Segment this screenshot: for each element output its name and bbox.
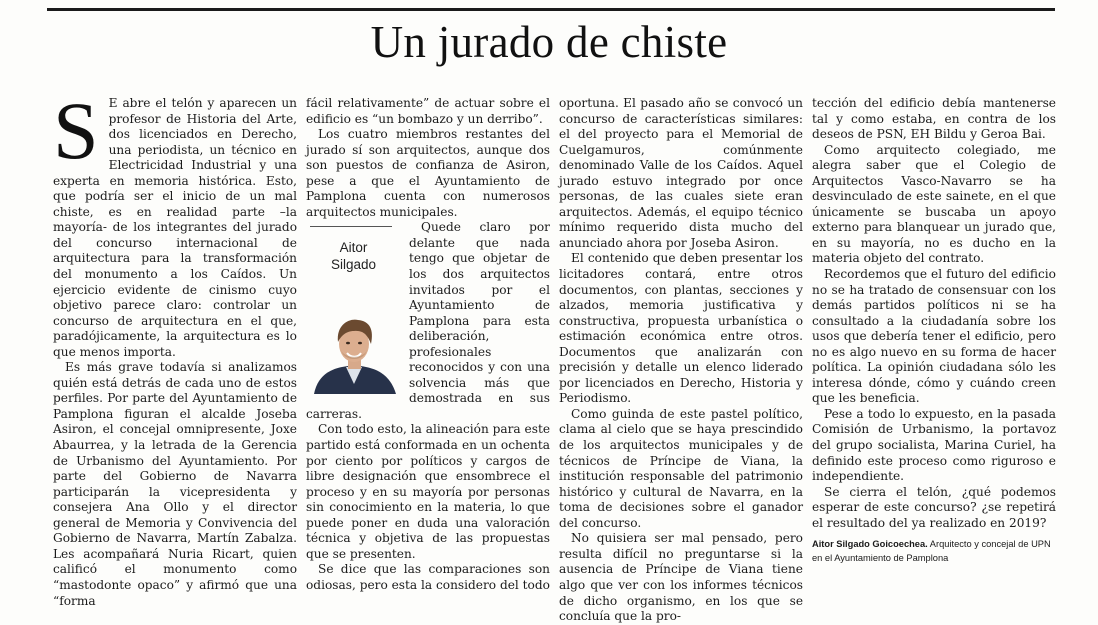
paragraph: Se dice que las comparaciones son odiosas, pero esta la considero del todo bbox=[306, 562, 550, 592]
byline-rule bbox=[310, 226, 392, 227]
headline: Un jurado de chiste bbox=[370, 17, 728, 67]
column-3 bbox=[559, 96, 803, 625]
paragraph: Como arquitecto colegiado, me alegra saber que el Colegio de Arquitectos Vasco-Navarro se ha desvinculado de este sainete, en el que únicamente se buscaba un apoyo externo para blanquear un jurado que, en su mayoría, no es ducho en la materia objeto del contrato. bbox=[812, 142, 1056, 266]
paragraph: El contenido que deben presentar los licitadores contará, entre otros documentos, con plantas, secciones y alzados, memoria justificativa y constructiva, propuesta urbanística o estimación económica entre otros. Documentos que analizarán con precisión y detalle un elenco liderado por licenciados en Derecho, Historia y Periodismo. bbox=[559, 251, 803, 406]
byline-last-name: Silgado bbox=[330, 257, 377, 273]
byline-first-name: Aitor bbox=[339, 240, 368, 256]
paragraph: Recordemos que el futuro del edificio no se ha tratado de consensuar con los demás partidos políticos ni se ha consultado a la ciudadanía sobre los usos que debería tener el edificio, pero no es algo nuevo en su forma de hacer política. La opinión ciudadana sólo les interesa dónde, cómo y cuándo creen que les beneficia. bbox=[812, 267, 1056, 406]
paragraph: Pese a todo lo expuesto, en la pasada Comisión de Urbanismo, la portavoz del grupo socialista, Marina Curiel, ha definido este proceso como riguroso e independiente. bbox=[812, 406, 1056, 484]
top-rule bbox=[47, 8, 1055, 11]
paragraph: Con todo esto, la alineación para este partido está conformada en un ochenta por ciento por políticos y cargos de libre designación que ensombrece el proceso y en su mayoría por personas sin conocimiento en la materia, lo que puede poner en duda una valoración técnica y objetiva de las propuestas que se presenten. bbox=[306, 422, 551, 561]
paragraph: fácil relativamente” de actuar sobre el edificio es “un bombazo y un derribo”. bbox=[306, 96, 550, 126]
byline-name bbox=[306, 239, 401, 273]
paragraph: Quede claro por delante que nada tengo que objetar de los dos arquitectos invitados por el Ayuntamiento de Pamplona para esta deliberación, profesionales reconocidos y con una solvencia más que demostrada en sus carreras. bbox=[306, 220, 550, 421]
paragraph: oportuna. El pasado año se convocó un concurso de características similares: el del proyecto para el Memorial de Cuelgamuros, comúnmente denominado Valle de los Caídos. Aquel jurado estuvo integrado por once personas, de las cuales siete eran arquitectos. Además, el equipo técnico mínimo requerido dista mucho del anunciado ahora por Joseba Asiron. bbox=[559, 96, 803, 250]
column-4 bbox=[812, 96, 1056, 565]
paragraph: No quisiera ser mal pensado, pero resulta difícil no preguntarse si la ausencia de Príncipe de Viana tiene algo que ver con los informes técnicos de dicho organismo, en los que se concluía que la pro- bbox=[559, 531, 803, 624]
signature-name: Aitor Silgado Goicoechea. bbox=[812, 539, 928, 550]
drop-cap: S bbox=[53, 85, 99, 176]
author-portrait bbox=[308, 314, 400, 394]
paragraph: Como guinda de este pastel político, clama al cielo que se haya prescindido de los arquitectos municipales y de técnicos de Príncipe de Viana, la institución responsable del patrimonio histórico y cultural de Navarra, en la toma de decisiones sobre el ganador del concurso. bbox=[559, 406, 803, 530]
paragraph: Se cierra el telón, ¿qué podemos esperar de este concurso? ¿se repetirá el resultado del ya realizado en 2019? bbox=[812, 484, 1056, 530]
column-2 bbox=[306, 96, 550, 594]
author-byline bbox=[306, 224, 401, 399]
paragraph: Es más grave todavía si analizamos quién está detrás de cada uno de estos perfiles. Por parte del Ayuntamiento de Pamplona figuran el alcalde Joseba Asiron, el concejal omnipresente, Joxe Abaurrea, y la letrada de la Gerencia de Urbanismo del Ayuntamiento. Por parte del Gobierno de Navarra participarán la vicepresidenta y consejera Ana Ollo y el director general de Memoria y Convivencia del Gobierno de Navarra, Martín Zabalza. Les acompañará Nuria Ricart, quien calificó el monumento como “mastodonte opaco” y afirmó que una “forma bbox=[53, 360, 297, 608]
paragraph: E abre el telón y aparecen un profesor de Historia del Arte, dos licenciados en Derecho, una periodista, un técnico en Electricidad Industrial y una experta en memoria histórica. Esto, que podría ser el inicio de un mal chiste, es en realidad parte –la mayoría- de los integrantes del jurado del concurso internacional de arquitectura para la transformación del monumento a los Caídos. Un ejercicio evidente de cinismo cuyo objetivo parece claro: controlar un concurso de arquitectura en el que, paradójicamente, la arquitectura es lo que menos importa. bbox=[53, 96, 297, 359]
signature-role: Arquitecto y concejal de UPN en el Ayuntamiento de Pamplona bbox=[812, 539, 1051, 563]
paragraph: Los cuatro miembros restantes del jurado sí son arquitectos, aunque dos son puestos de confianza de Asiron, pese a que el Ayuntamiento de Pamplona cuenta con numerosos arquitectos municipales. bbox=[306, 127, 550, 219]
column-1 bbox=[53, 85, 297, 609]
author-signature bbox=[812, 538, 1056, 565]
paragraph: tección del edificio debía mantenerse tal y como estaba, en contra de los deseos de PSN, EH Bildu y Geroa Bai. bbox=[812, 96, 1056, 142]
